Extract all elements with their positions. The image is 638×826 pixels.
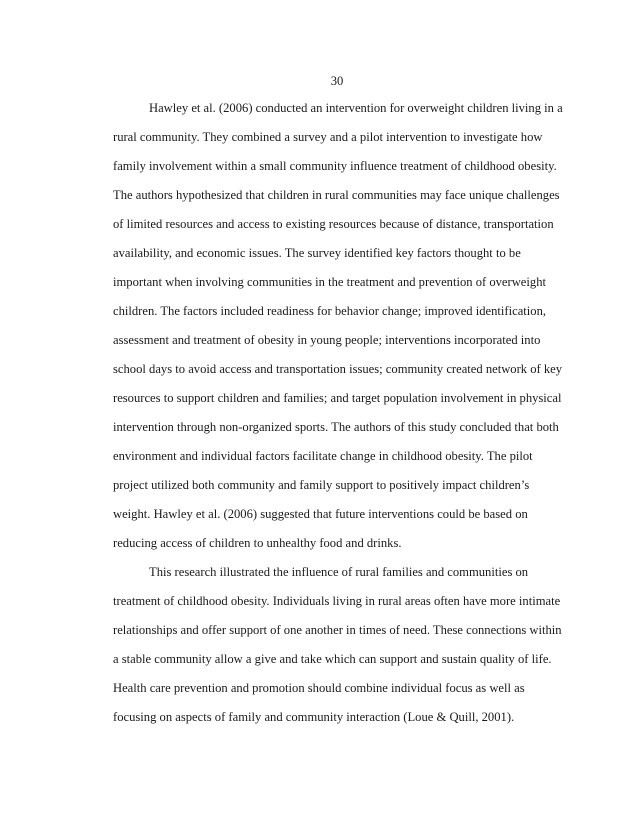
paragraph-1-line-7: important when involving communities in the treatment and prevention of overweight [113, 275, 546, 289]
paragraph-2-line-1: This research illustrated the influence of rural families and communities on [149, 565, 529, 579]
paragraph-1-line-1: Hawley et al. (2006) conducted an intervention for overweight children living in a [149, 101, 563, 115]
paragraph-1-line-4: The authors hypothesized that children in rural communities may face unique challenges [113, 188, 560, 202]
page-number: 30 [330, 74, 344, 88]
paragraph-1-line-16: reducing access of children to unhealthy food and drinks. [113, 536, 402, 550]
paragraph-1-line-14: project utilized both community and family support to positively impact children’s [113, 478, 530, 492]
paragraph-2-line-3: relationships and offer support of one another in times of need. These connections within [113, 623, 562, 637]
paragraph-1-line-5: of limited resources and access to existing resources because of distance, transportation [113, 217, 554, 231]
paragraph-1-line-3: family involvement within a small community influence treatment of childhood obesity. [113, 159, 557, 173]
paragraph-1-line-13: environment and individual factors facilitate change in childhood obesity. The pilot [113, 449, 533, 463]
paragraph-1-line-8: children. The factors included readiness for behavior change; improved identification, [113, 304, 547, 318]
paragraph-2-line-6: focusing on aspects of family and community interaction (Loue & Quill, 2001). [113, 710, 515, 724]
paragraph-2-line-5: Health care prevention and promotion should combine individual focus as well as [113, 681, 525, 695]
paragraph-1-line-2: rural community. They combined a survey and a pilot intervention to investigate how [113, 130, 543, 144]
paragraph-1-line-6: availability, and economic issues. The survey identified key factors thought to be [113, 246, 521, 260]
paragraph-1-line-12: intervention through non-organized sports. The authors of this study concluded that both [113, 420, 559, 434]
paragraph-1-line-11: resources to support children and families; and target population involvement in physical [113, 391, 562, 405]
paragraph-2-line-4: a stable community allow a give and take which can support and sustain quality of life. [113, 652, 552, 666]
paragraph-2-line-2: treatment of childhood obesity. Individuals living in rural areas often have more intimate [113, 594, 561, 608]
paragraph-1-line-9: assessment and treatment of obesity in young people; interventions incorporated into [113, 333, 541, 347]
paragraph-1-line-10: school days to avoid access and transportation issues; community created network of key [113, 362, 563, 376]
paragraph-1-line-15: weight. Hawley et al. (2006) suggested that future interventions could be based on [113, 507, 528, 521]
